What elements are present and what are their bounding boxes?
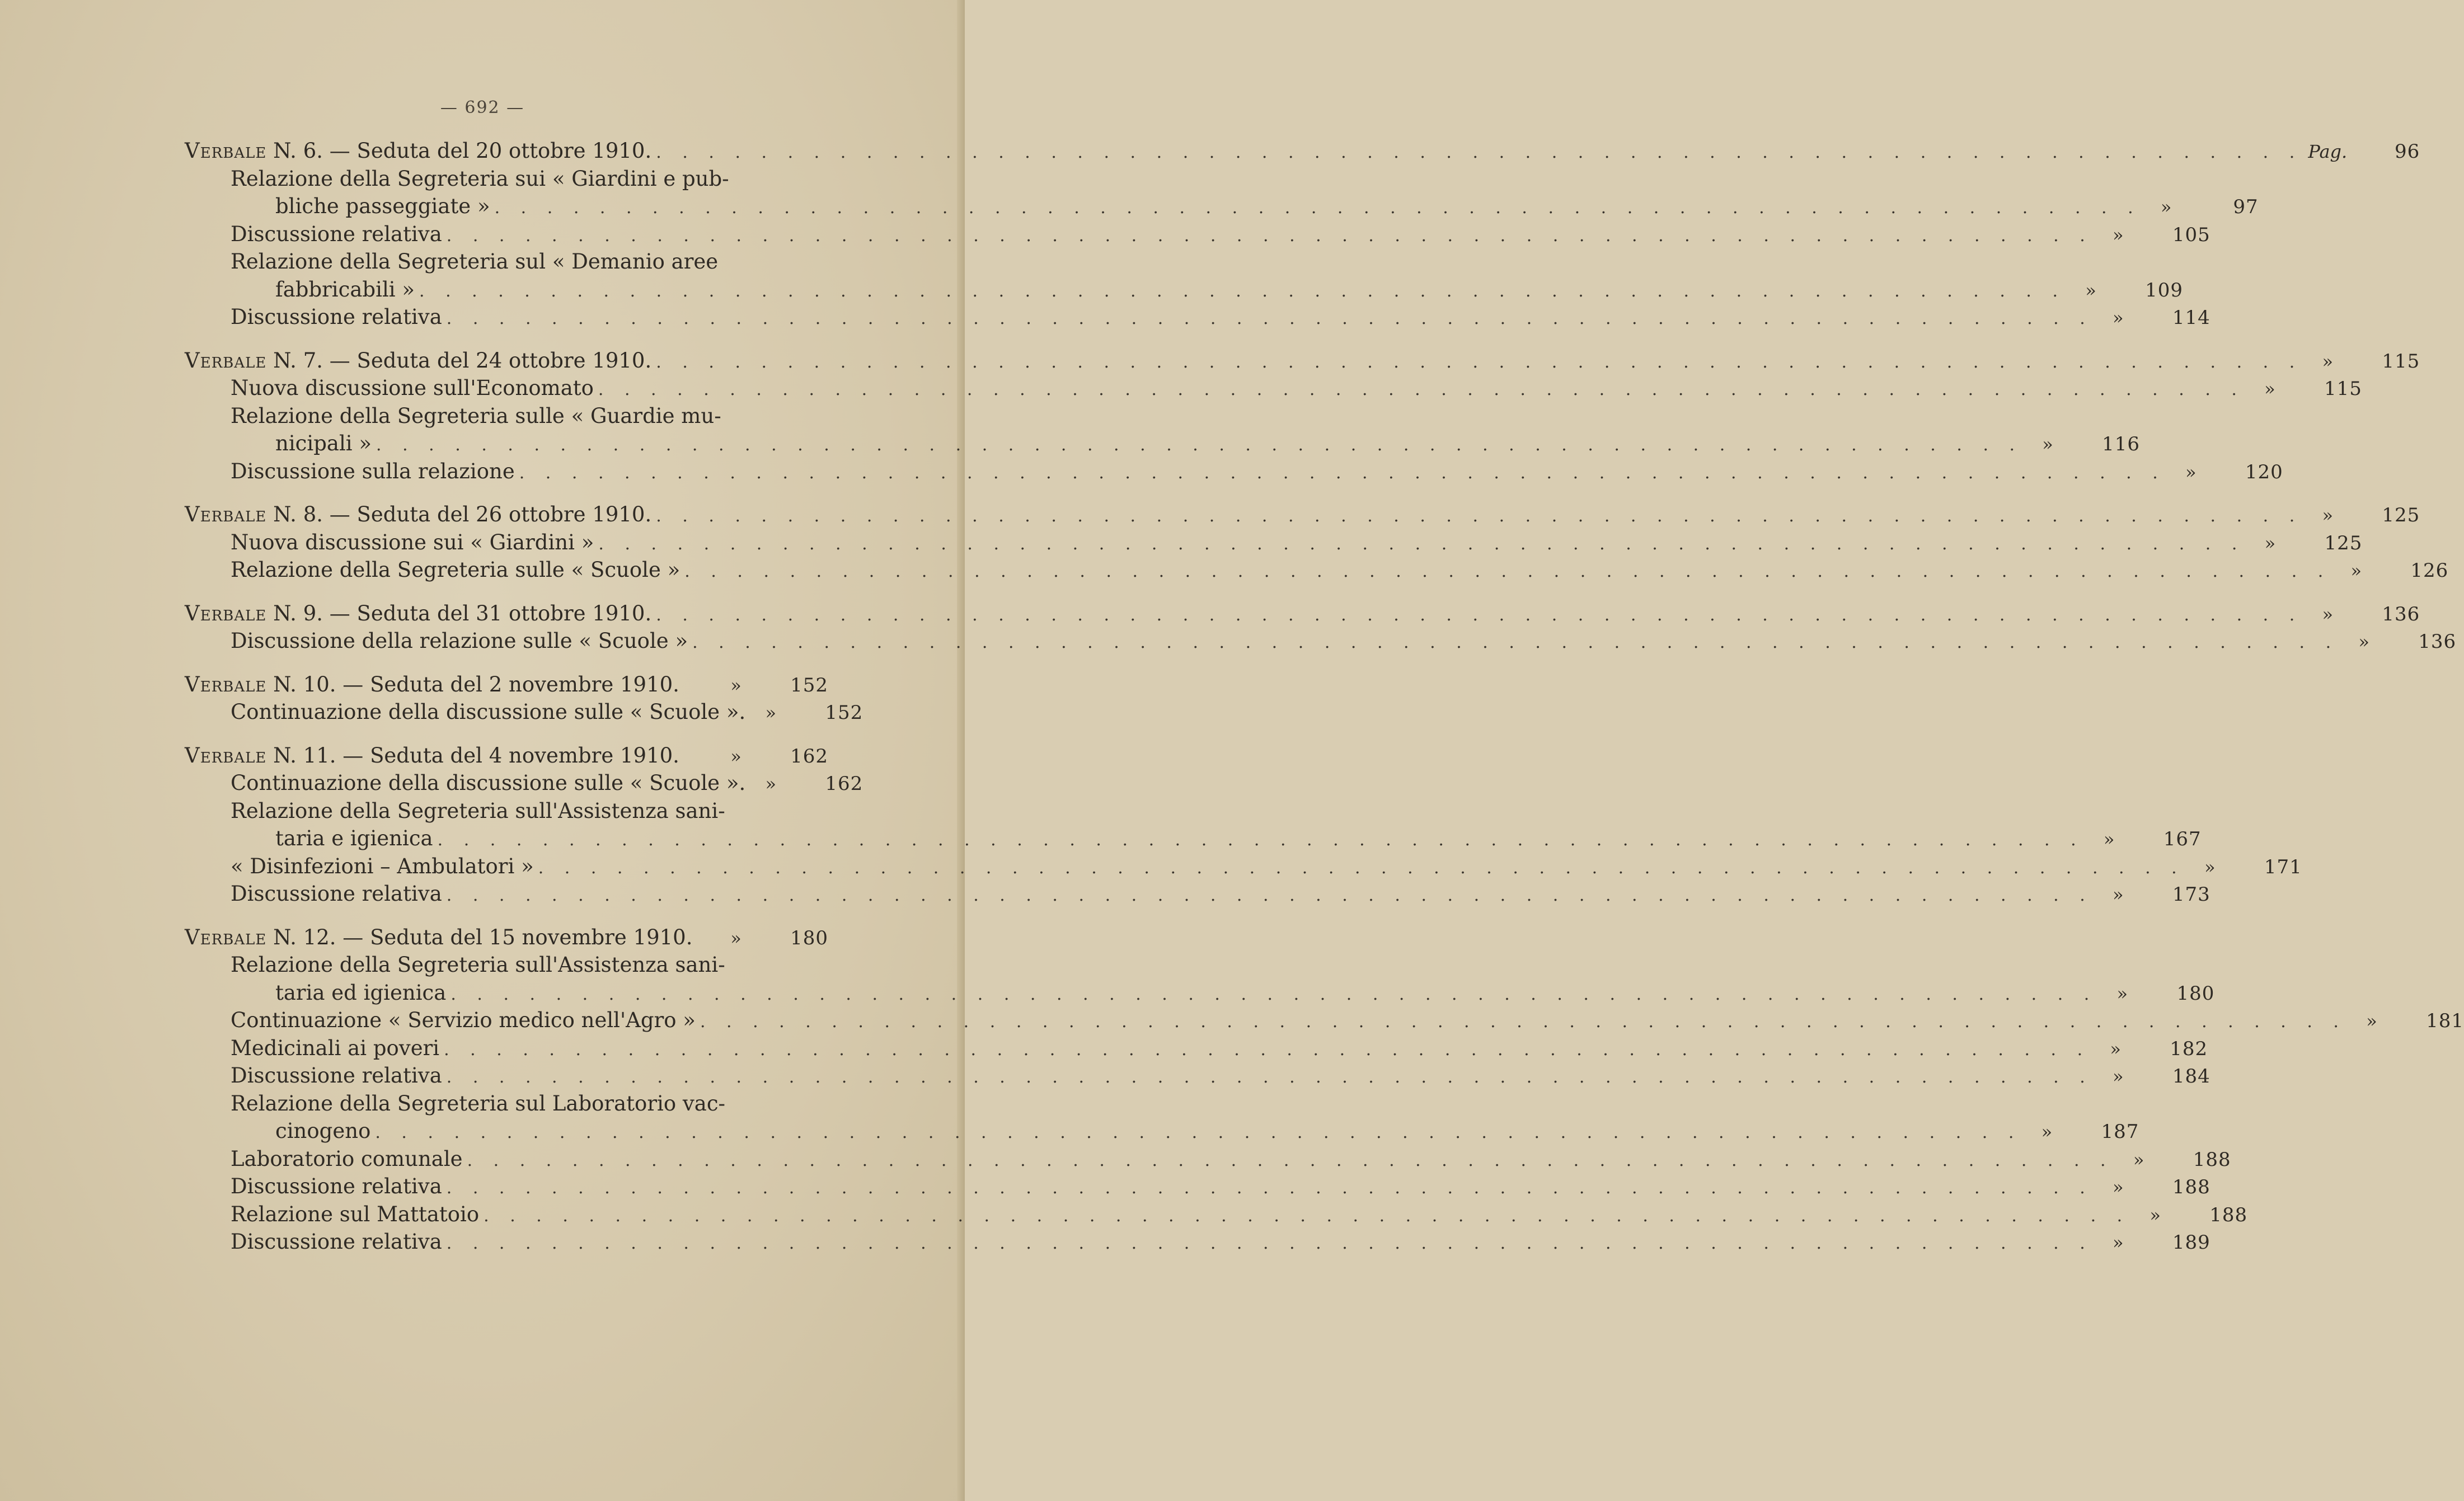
- toc-entry-text: Continuazione della discussione sulle « Scuole ».: [231, 771, 746, 795]
- session-title: N. 11. — Seduta del 4 novembre 1910.: [273, 743, 679, 768]
- toc-section-heading: [185, 671, 828, 699]
- toc-entry: [185, 951, 828, 979]
- toc-entry-text: [185, 600, 651, 628]
- toc-entry-text: [185, 671, 679, 699]
- page-number: — 692 —: [440, 98, 525, 117]
- toc-entry-text: Discussione relativa: [231, 222, 442, 246]
- toc-entry: [185, 165, 828, 193]
- toc-entry-text: Relazione della Segreteria sul « Demanio aree: [231, 250, 719, 274]
- page-marker: »: [2160, 196, 2172, 218]
- page-reference: 97: [2233, 196, 2259, 218]
- toc-entry-text: Continuazione « Servizio medico nell'Agro »: [231, 1008, 696, 1032]
- session-title: N. 6. — Seduta del 20 ottobre 1910.: [273, 139, 652, 163]
- toc-entry-text: Relazione della Segreteria sulle « Scuole »: [231, 558, 680, 582]
- toc-entry: [185, 248, 828, 276]
- toc-entry: [185, 1034, 2208, 1062]
- toc-entry-text: [185, 347, 651, 375]
- dot-leader: [651, 502, 2302, 530]
- toc-entry: [185, 1090, 828, 1118]
- toc-entry-text: taria ed igienica: [275, 980, 447, 1005]
- toc-entry: [185, 529, 2363, 557]
- dot-leader: [442, 882, 2093, 910]
- page-marker: »: [2113, 307, 2124, 328]
- toc-entry-text: [185, 742, 679, 770]
- page-marker: »: [2103, 829, 2115, 850]
- verbale-label: Verbale: [185, 743, 267, 768]
- toc-entry: [185, 880, 2210, 908]
- toc-section-heading: [185, 501, 2420, 529]
- page-marker: »: [730, 745, 741, 767]
- dot-leader: [594, 530, 2245, 558]
- toc-section-heading: [185, 924, 828, 952]
- page-marker: »: [2366, 1010, 2377, 1032]
- toc-entry-text: Continuazione della discussione sulle « Scuole ».: [231, 700, 746, 724]
- page-marker: »: [2264, 378, 2275, 399]
- page-marker: »: [2149, 1204, 2161, 1226]
- page-reference: 115: [2324, 378, 2362, 400]
- dot-leader: [442, 222, 2093, 250]
- toc-entry: [185, 402, 828, 430]
- toc-entry: [185, 276, 2184, 304]
- page-marker: »: [730, 674, 741, 696]
- page-marker: »: [2358, 631, 2369, 652]
- toc-entry: [185, 627, 2457, 655]
- toc-entry-text: fabbricabili »: [275, 277, 415, 302]
- verbale-label: Verbale: [185, 601, 267, 625]
- dot-leader: [479, 1202, 2130, 1230]
- toc-entry-text: [185, 137, 651, 165]
- page-marker: »: [2322, 350, 2334, 372]
- page-reference: 188: [2209, 1203, 2248, 1226]
- page-marker: »: [2113, 1232, 2124, 1253]
- dot-leader: [442, 1230, 2093, 1258]
- toc-entry-text: Discussione relativa: [231, 1174, 442, 1198]
- toc-entry-text: Discussione relativa: [231, 1230, 442, 1254]
- dot-leader: [446, 981, 2097, 1009]
- page-marker: »: [2185, 461, 2197, 483]
- toc-entry-text: Discussione sulla relazione: [231, 459, 515, 483]
- toc-entry: [185, 825, 2202, 853]
- toc-entry-text: Discussione relativa: [231, 1064, 442, 1088]
- toc-entry: [185, 303, 2210, 331]
- verbale-label: Verbale: [185, 925, 267, 949]
- toc-entry: [185, 797, 828, 825]
- page-marker: »: [2322, 603, 2334, 625]
- toc-entry-text: Relazione della Segreteria sull'Assistenza sani-: [231, 798, 725, 823]
- toc-entry-text: Nuova discussione sui « Giardini »: [231, 530, 594, 554]
- verbale-label: Verbale: [185, 502, 267, 526]
- page-reference: 105: [2172, 223, 2210, 246]
- session-title: N. 8. — Seduta del 26 ottobre 1910.: [273, 502, 652, 526]
- page-reference: 184: [2172, 1065, 2210, 1088]
- page-marker: »: [2042, 434, 2053, 455]
- toc-entry-text: [185, 501, 651, 529]
- toc-entry-text: Relazione della Segreteria sull'Assistenza sani-: [231, 953, 725, 977]
- page-marker: »: [2322, 505, 2334, 526]
- dot-leader: [680, 558, 2331, 586]
- page-reference: 181: [2426, 1010, 2464, 1032]
- page-reference: 182: [2170, 1037, 2208, 1060]
- page-reference: 188: [2193, 1148, 2231, 1171]
- page-reference: 125: [2382, 504, 2420, 526]
- toc-entry: [185, 430, 2141, 458]
- verbale-label: Verbale: [185, 672, 267, 697]
- page-marker: »: [2264, 532, 2276, 554]
- toc-entry: [185, 1228, 2210, 1256]
- page-marker: »: [2113, 224, 2124, 246]
- session-title: N. 7. — Seduta del 24 ottobre 1910.: [273, 348, 652, 373]
- toc-entry-text: Relazione della Segreteria sul Laboratorio vac-: [231, 1091, 726, 1116]
- page-marker: »: [2350, 560, 2362, 581]
- page-marker: »: [2113, 884, 2124, 905]
- page-reference: 136: [2382, 603, 2420, 625]
- page-reference: 167: [2163, 828, 2202, 850]
- toc-entry: [185, 1117, 2139, 1145]
- page-reference: 152: [825, 702, 863, 724]
- page-reference: 125: [2324, 531, 2363, 554]
- toc-entry-text: Laboratorio comunale: [231, 1146, 463, 1171]
- page-reference: 115: [2382, 350, 2420, 373]
- dot-leader: [442, 1174, 2093, 1202]
- page-marker: »: [2041, 1121, 2053, 1142]
- dot-leader: [688, 629, 2339, 657]
- page-marker: »: [2110, 1038, 2121, 1060]
- toc-entry-text: Discussione relativa: [231, 882, 442, 906]
- dot-leader: [515, 459, 2166, 487]
- toc-entry-text: Relazione della Segreteria sui « Giardini e pub-: [231, 166, 729, 191]
- dot-leader: [433, 826, 2084, 854]
- page-reference: 96: [2395, 140, 2420, 163]
- page-marker: »: [765, 773, 777, 794]
- toc-entry-text: taria e igienica: [275, 826, 433, 850]
- dot-leader: [534, 854, 2185, 882]
- toc-entry: [185, 853, 2302, 881]
- page-marker: »: [730, 927, 741, 949]
- toc-entry: [185, 458, 2283, 486]
- dot-leader: [651, 139, 2302, 167]
- dot-leader: [696, 1008, 2346, 1036]
- page-reference: 180: [2176, 982, 2215, 1005]
- toc-entry-text: Medicinali ai poveri: [231, 1036, 440, 1060]
- toc-entry: [185, 1173, 2210, 1201]
- page-marker: »: [765, 702, 777, 723]
- page-marker: »: [2113, 1066, 2124, 1087]
- dot-leader: [651, 349, 2302, 377]
- toc-entry-text: [185, 924, 692, 952]
- toc-entry: [185, 1145, 2231, 1173]
- toc-entry: [185, 220, 2210, 248]
- toc-entry: [185, 979, 2215, 1007]
- page-marker: »: [2085, 279, 2096, 301]
- dot-leader: [370, 1119, 2021, 1147]
- page-reference: 116: [2102, 433, 2141, 455]
- page-marker: »: [2133, 1149, 2144, 1170]
- page-reference: 152: [790, 674, 828, 697]
- page-reference: 109: [2145, 279, 2184, 302]
- dot-leader: [439, 1036, 2090, 1064]
- session-title: N. 10. — Seduta del 2 novembre 1910.: [273, 672, 679, 697]
- page-reference: 188: [2172, 1176, 2210, 1198]
- page-marker: »: [2113, 1177, 2124, 1198]
- toc-entry: [185, 1062, 2210, 1090]
- toc-entry: [185, 374, 2362, 402]
- toc-entry: [185, 556, 2449, 584]
- page-reference: 180: [790, 926, 828, 949]
- toc-entry-text: Discussione relativa: [231, 305, 442, 329]
- page-marker: Pag.: [2308, 141, 2348, 162]
- toc-entry-text: Discussione della relazione sulle « Scuole »: [231, 629, 688, 653]
- toc-entry-text: nicipali »: [275, 431, 372, 455]
- dot-leader: [442, 305, 2093, 333]
- session-title: N. 12. — Seduta del 15 novembre 1910.: [273, 925, 693, 949]
- page-reference: 171: [2264, 855, 2302, 878]
- page-marker: »: [2116, 982, 2128, 1004]
- toc-section-heading: [185, 137, 2420, 165]
- session-title: N. 9. — Seduta del 31 ottobre 1910.: [273, 601, 652, 625]
- page-reference: 173: [2172, 883, 2210, 906]
- dot-leader: [594, 376, 2245, 404]
- toc-entry-text: Relazione sul Mattatoio: [231, 1202, 480, 1226]
- verbale-label: Verbale: [185, 348, 267, 373]
- dot-leader: [415, 277, 2066, 305]
- toc-entry: [185, 1201, 2248, 1229]
- page-reference: 136: [2418, 630, 2457, 653]
- page-reference: 162: [790, 745, 828, 768]
- toc-entry-text: « Disinfezioni – Ambulatori »: [231, 854, 534, 878]
- toc-section-heading: [185, 742, 828, 770]
- toc-entry-text: cinogeno: [275, 1119, 371, 1143]
- page-marker: »: [2204, 856, 2216, 878]
- toc-entry-text: bliche passeggiate »: [275, 194, 490, 218]
- toc-entry-text: Nuova discussione sull'Economato: [231, 376, 594, 400]
- toc-section-heading: [185, 347, 2420, 375]
- toc-section-heading: [185, 600, 2420, 628]
- dot-leader: [651, 601, 2302, 629]
- page-reference: 189: [2172, 1231, 2210, 1254]
- toc-entry: [185, 698, 863, 726]
- toc-entry: [185, 192, 2259, 220]
- toc-entry: [185, 769, 863, 797]
- page-reference: 120: [2245, 460, 2283, 483]
- page-reference: 114: [2172, 307, 2210, 329]
- page-reference: 162: [825, 773, 863, 795]
- page-reference: 187: [2101, 1121, 2139, 1143]
- dot-leader: [442, 1064, 2093, 1091]
- toc-entry-text: Relazione della Segreteria sulle « Guardie mu-: [231, 403, 721, 428]
- dot-leader: [463, 1147, 2114, 1175]
- page-reference: 126: [2410, 559, 2449, 582]
- table-of-contents: [185, 137, 2464, 1256]
- toc-entry: [185, 1006, 2464, 1034]
- dot-leader: [372, 431, 2022, 459]
- dot-leader: [490, 194, 2141, 222]
- verbale-label: Verbale: [185, 139, 267, 163]
